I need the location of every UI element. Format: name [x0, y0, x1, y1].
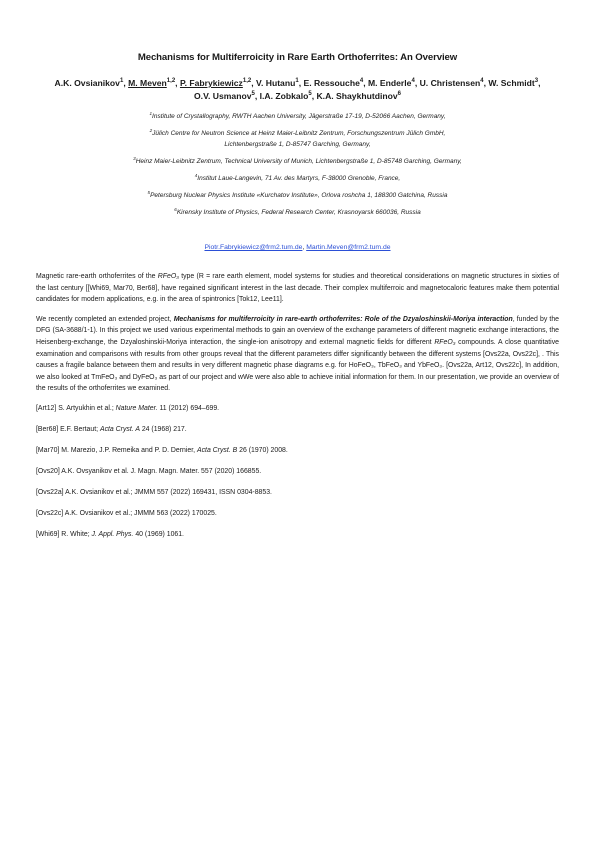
- contact-emails: Piotr.Fabrykiewicz@frm2.tum.de, Martin.Meven@frm2.tum.de: [204, 244, 391, 251]
- author: P. Fabrykiewicz$^{1,2}$,: [179, 78, 257, 88]
- author-affil-sup: 5: [308, 91, 312, 98]
- reference-item: [Art12] S. Artyukhin et al.; Nature Mater. 11 (2012) 694–699.: [36, 404, 220, 412]
- author-list: [50, 77, 545, 103]
- author-name: I.A. Zobkalo: [259, 91, 309, 101]
- abstract-paragraph-2: We recently completed an extended project, Mechanisms for multiferroicity in rare-earth orthoferrites: Role of the Dzyaloshinskii-Moriya interaction, funded by the DFG (SA-3688/1-1). In this project we used various experimental methods to gain an overview of the exchange parameters of different magnetic exchange interactions, the Heisenberg-exchange, the Dzyaloshinskii-Moriya interaction, the single-ion anisotropy and external magnetic fields for different RFeO₃ compounds. A close quantitative examination and comparisons with results from other groups reveal that the different parameters differ significantly between the different systems [Ovs22a, Ovs22c], . This causes a fragile balance between them and results in very different magnetic phase diagrams e.g. for HoFeO₃, TbFeO₃ and YbFeO₃. [Ovs22a, Art12, Ovs22c], In addition, we also looked at TmFeO₃ and DyFeO₃ as part of our project and wWe were also able to achieve initial information for them. In our presentation, we provide an overview of the results of the orthoferrites we examined.: [36, 315, 560, 393]
- reference-item: [Mar70] M. Marezio, J.P. Remeika and P. D. Dernier, Acta Cryst. B 26 (1970) 2008.: [36, 446, 288, 454]
- author-name: O.V. Usmanov: [194, 91, 252, 101]
- author-name: M. Meven: [128, 78, 167, 88]
- author-name: V. Hutanu: [256, 78, 296, 88]
- abstract-paragraph-1: Magnetic rare-earth orthoferrites of the RFeO₃ type (R = rare earth element, model systems for studies and theoretical considerations on magnetic structures in sixties of the last century [[Whi69, Mar70, Ber68], have regained significant interest in the last decade. Their complex multiferroic and magnetocaloric features make them potential candidates for modern applications, e.g. in the area of spintronics [Tok12, Lee11].: [36, 273, 559, 304]
- reference-list: [36, 403, 559, 540]
- author-affil-sup: 5: [251, 91, 255, 98]
- affiliation: $^3$Heinz Maier-Leibnitz Zentrum, Technical University of Munich, Lichtenbergstraße 1, D-85748 Garching, Germany,: [133, 155, 462, 165]
- author-affil-sup: 4: [359, 78, 364, 85]
- author: A.K. Ovsianikov$^1$,: [54, 78, 129, 88]
- author: U. Christensen$^4$,: [419, 78, 489, 88]
- author-affil-sup: 3: [534, 78, 539, 85]
- author: [316, 91, 401, 101]
- reference-item: [Ber68] E.F. Bertaut; Acta Cryst. A 24 (1968) 217.: [36, 425, 187, 433]
- author: M. Meven$^{1,2}$,: [128, 78, 180, 88]
- reference-item: [Ovs22a] A.K. Ovsianikov et al.; JMMM 557 (2022) 169431, ISSN 0304-8853.: [36, 488, 272, 496]
- affiliation: $^4$Institut Laue-Langevin, 71 Av. des Martyrs, F-38000 Grenoble, France,: [194, 172, 401, 182]
- author-affil-sup: 1: [119, 78, 124, 85]
- author-affil-sup: 1,2: [242, 78, 252, 85]
- affiliation: $^6$Kirensky Institute of Physics, Federal Research Center, Krasnoyarsk 660036, Russia: [174, 206, 421, 216]
- author-name: A.K. Ovsianikov: [54, 78, 120, 88]
- author: W. Schmidt$^3$,: [488, 78, 541, 88]
- reference-item: [Ovs22c] A.K. Ovsianikov et al.; JMMM 563 (2022) 170025.: [36, 509, 217, 517]
- author: V. Hutanu$^1$,: [256, 78, 304, 88]
- author-name: W. Schmidt: [488, 78, 535, 88]
- author-affil-sup: 4: [480, 78, 484, 85]
- email-link-fabrykiewicz[interactable]: Piotr.Fabrykiewicz@frm2.tum.de: [204, 244, 303, 251]
- affiliation: $^2$Jülich Centre for Neutron Science at Heinz Maier-Leibnitz Zentrum, Forschungszentrum Jülich GmbH, Lichtenbergstraße 1, D-85747 Garching, Germany,: [149, 127, 446, 148]
- paper-page: [36, 52, 559, 550]
- author-affil-sup: 1: [295, 78, 299, 85]
- paper-title: Mechanisms for Multiferroicity in Rare Earth Orthoferrites: An Overview: [137, 52, 458, 63]
- affiliation: $^1$Institute of Crystallography, RWTH Aachen University, Jägerstraße 17-19, D-52066 Aachen, Germany,: [149, 110, 446, 120]
- affiliation-list: [36, 111, 559, 218]
- author-name: K.A. Shaykhutdinov: [316, 91, 398, 101]
- author-affil-sup: 4: [411, 78, 415, 85]
- author-name: M. Enderle: [367, 78, 412, 88]
- author-affil-sup: 6: [397, 91, 401, 98]
- author: O.V. Usmanov$^5$,: [194, 91, 260, 101]
- author-name: E. Ressouche: [303, 78, 360, 88]
- author-name: P. Fabrykiewicz: [179, 78, 243, 88]
- project-title: Mechanisms for multiferroicity in rare-earth orthoferrites: Role of the Dzyaloshinskii-Moriya interaction: [173, 315, 513, 323]
- reference-item: [Ovs20] A.K. Ovsyanikov et al. J. Magn. Magn. Mater. 557 (2020) 166855.: [36, 467, 262, 475]
- author: I.A. Zobkalo$^5$,: [259, 91, 317, 101]
- reference-item: [Whi69] R. White; J. Appl. Phys. 40 (1969) 1061.: [36, 530, 184, 538]
- affiliation: $^5$Petersburg Nuclear Physics Institute «Kurchatov Institute», Orlova roshcha 1, 188300 Gatchina, Russia: [147, 189, 448, 199]
- email-link-meven[interactable]: Martin.Meven@frm2.tum.de: [306, 244, 391, 251]
- author: M. Enderle$^4$,: [367, 78, 420, 88]
- author: E. Ressouche$^4$,: [303, 78, 368, 88]
- author-affil-sup: 1,2: [166, 78, 176, 85]
- author-name: U. Christensen: [419, 78, 481, 88]
